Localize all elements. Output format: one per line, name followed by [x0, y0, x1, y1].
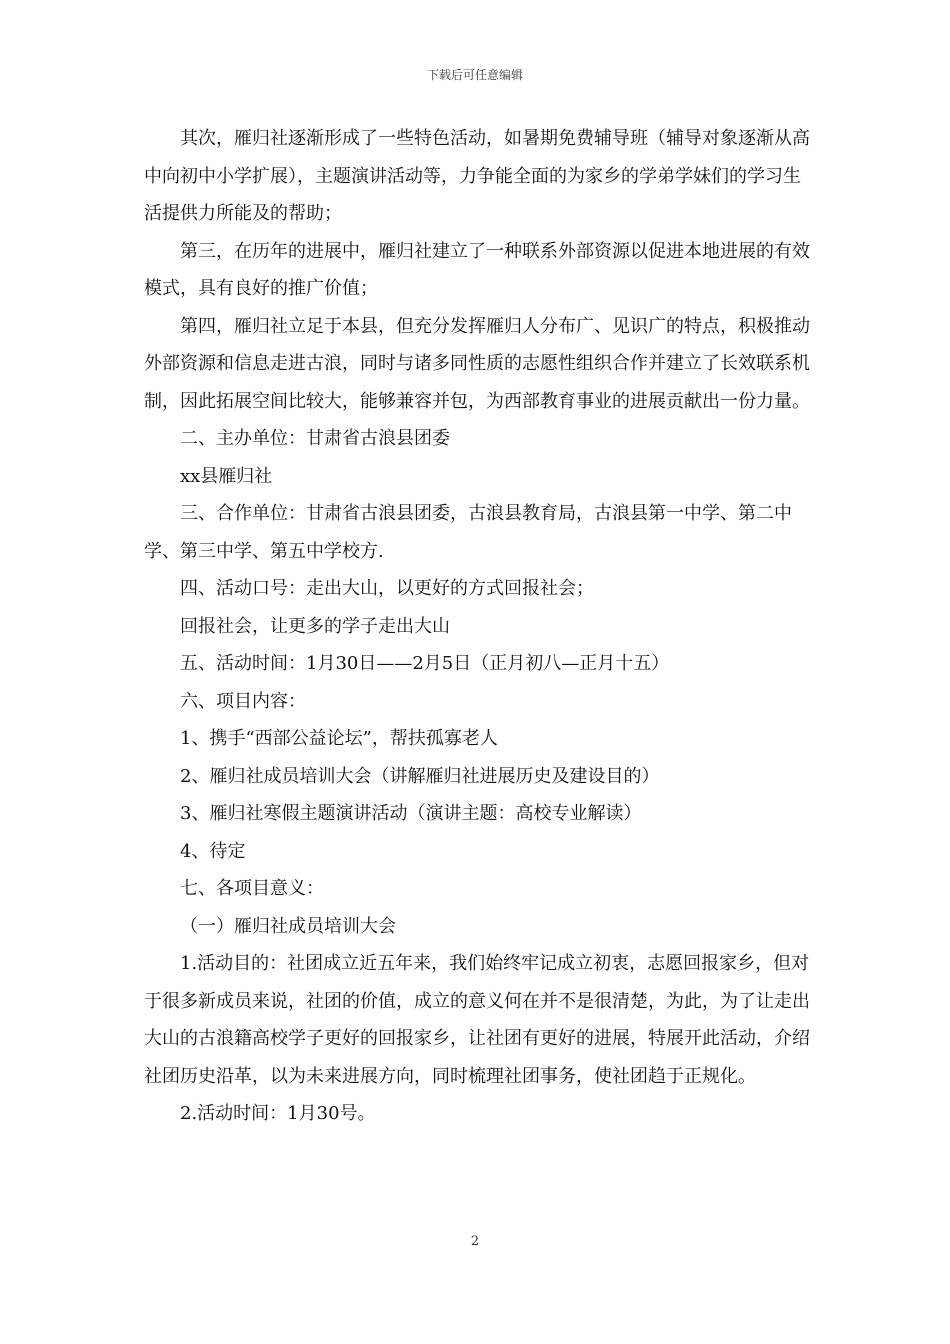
- paragraph-fourth-point: 第四，雁归社立足于本县，但充分发挥雁归人分布广、见识广的特点，积极推动外部资源和信息走进古浪，同时与诸多同性质的志愿性组织合作并建立了长效联系机制，因此拓展空间比较大，能够兼容并包，为西部教育事业的进展贡献出一份力量。: [144, 315, 810, 412]
- document-body: [144, 120, 814, 1133]
- paragraph-activity-time: 五、活动时间：1月30日——2月5日（正月初八—正月十五）: [180, 653, 670, 674]
- list-item-project-1: 1、携手“西部公益论坛”，帮扶孤寡老人: [180, 728, 498, 749]
- paragraph-activity-purpose: 1.活动目的：社团成立近五年来，我们始终牢记成立初衷，志愿回报家乡，但对于很多新成员来说，社团的价值，成立的意义何在并不是很清楚，为此，为了让走出大山的古浪籍高校学子更好的回报家乡，让社团有更好的进展，特展开此活动，介绍社团历史沿革，以为未来进展方向，同时梳理社团事务，使社团趋于正规化。: [144, 953, 810, 1087]
- paragraph-project-content: 六、项目内容：: [180, 690, 306, 712]
- list-item-project-3: 3、雁归社寒假主题演讲活动（演讲主题：高校专业解读）: [180, 803, 642, 824]
- page-header: 下载后可任意编辑: [426, 68, 523, 82]
- list-item-project-2: 2、雁归社成员培训大会（讲解雁归社进展历史及建设目的）: [180, 765, 660, 787]
- paragraph-project-significance: 七、各项目意义：: [180, 878, 324, 899]
- page-number: 2: [470, 1234, 480, 1249]
- paragraph-third-point: 第三，在历年的进展中，雁归社建立了一种联系外部资源以促进本地进展的有效模式，具有良好的推广价值；: [144, 240, 810, 299]
- paragraph-activity-date: 2.活动时间：1月30号。: [180, 1103, 376, 1124]
- paragraph-host-unit-2: xx县雁归社: [180, 465, 273, 487]
- paragraph-host-unit: 二、主办单位：甘肃省古浪县团委: [180, 428, 450, 449]
- list-item-project-4: 4、待定: [180, 840, 246, 862]
- paragraph-slogan-2: 回报社会，让更多的学子走出大山: [180, 615, 450, 637]
- paragraph-special-activities: 其次，雁归社逐渐形成了一些特色活动，如暑期免费辅导班（辅导对象逐渐从高中向初中小学扩展），主题演讲活动等，力争能全面的为家乡的学弟学妹们的学习生活提供力所能及的帮助；: [144, 128, 810, 224]
- paragraph-slogan: 四、活动口号：走出大山，以更好的方式回报社会；: [180, 578, 594, 599]
- paragraph-partner-units: 三、合作单位：甘肃省古浪县团委，古浪县教育局，古浪县第一中学、第二中学、第三中学、第五中学校方.: [144, 503, 792, 562]
- paragraph-subsection-heading: （一）雁归社成员培训大会: [180, 915, 396, 937]
